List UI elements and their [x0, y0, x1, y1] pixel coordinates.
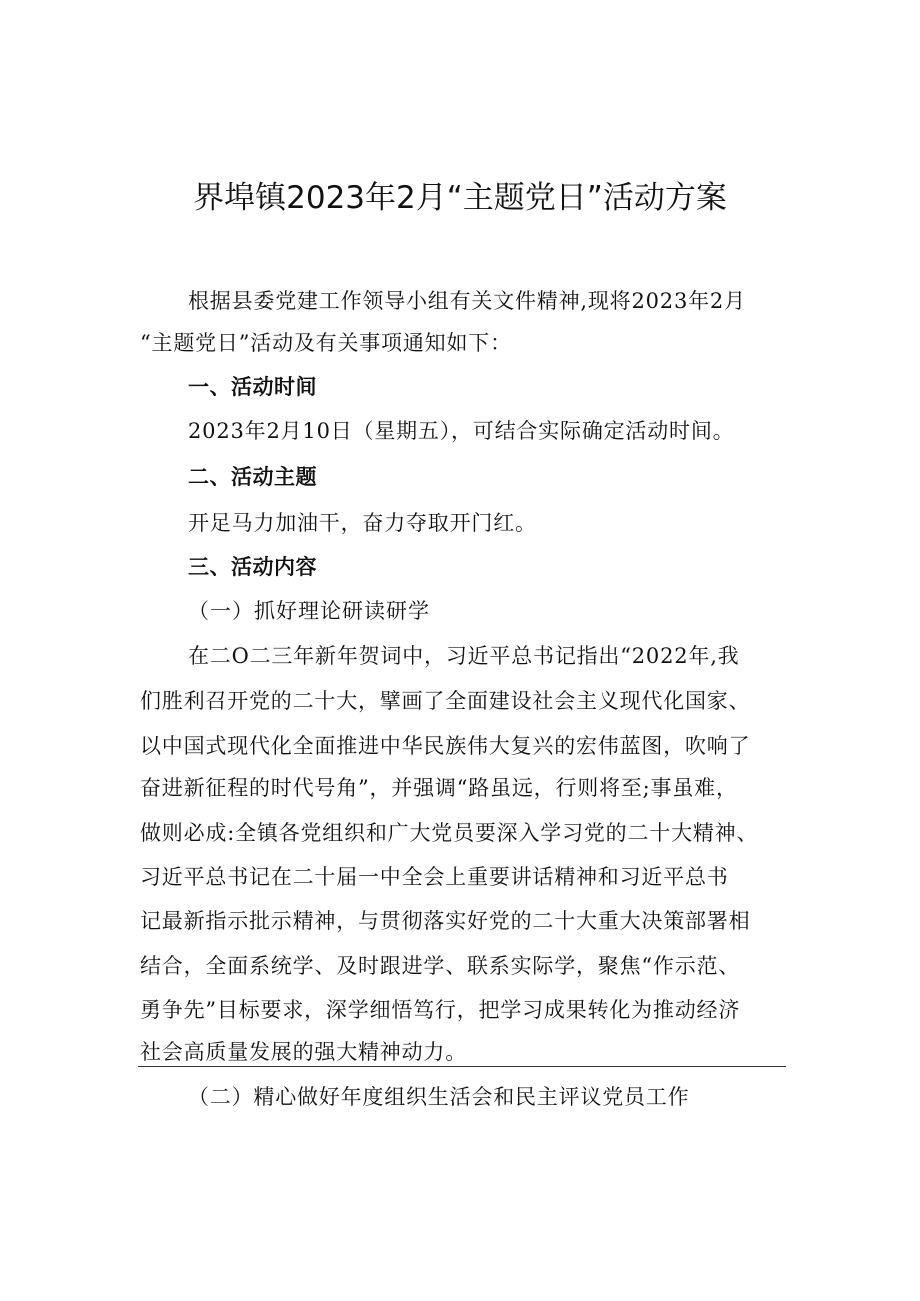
- paragraph-line-8: 结合，全面系统学、及时跟进学、联系实际学，聚焦“作示范、: [140, 954, 741, 978]
- paragraph-line-7: 记最新指示批示精神，与贯彻落实好党的二十大重大决策部署相: [140, 909, 751, 933]
- paragraph-line-2: 们胜利召开党的二十大，擘画了全面建设社会主义现代化国家、: [140, 689, 751, 713]
- intro-line-1: 根据县委党建工作领导小组有关文件精神,现将2023年2月: [188, 289, 746, 313]
- paragraph-line-5: 做则必成:全镇各党组织和广大党员要深入学习党的二十大精神、: [140, 821, 759, 845]
- paragraph-line-10: 社会高质量发展的强大精神动力。: [140, 1040, 467, 1064]
- document-title: 界埠镇2023年2月“主题党日”活动方案: [193, 180, 727, 216]
- divider-line: [138, 1066, 786, 1067]
- intro-line-2: “主题党日”活动及有关事项通知如下：: [140, 331, 512, 355]
- section-1-text: 2023年2月10日（星期五），可结合实际确定活动时间。: [188, 419, 735, 443]
- paragraph-line-3: 以中国式现代化全面推进中华民族伟大复兴的宏伟蓝图，吹响了: [140, 734, 751, 758]
- section-2-heading: 二、活动主题: [188, 465, 317, 489]
- paragraph-line-1: 在二O二三年新年贺词中，习近平总书记指出“2022年,我: [188, 644, 740, 668]
- paragraph-line-9: 勇争先”目标要求，深学细悟笃行，把学习成果转化为推动经济: [140, 998, 741, 1022]
- subsection-1-heading: （一）抓好理论研读研学: [188, 599, 430, 623]
- paragraph-line-6: 习近平总书记在二十届一中全会上重要讲话精神和习近平总书: [140, 865, 729, 889]
- section-1-heading: 一、活动时间: [188, 375, 317, 399]
- paragraph-line-4: 奋进新征程的时代号角”，并强调“路虽远，行则将至;事虽难，: [140, 776, 738, 800]
- subsection-2-heading: （二）精心做好年度组织生活会和民主评议党员工作: [188, 1085, 690, 1109]
- section-2-text: 开足马力加油干，奋力夺取开门红。: [188, 511, 537, 535]
- section-3-heading: 三、活动内容: [188, 555, 317, 579]
